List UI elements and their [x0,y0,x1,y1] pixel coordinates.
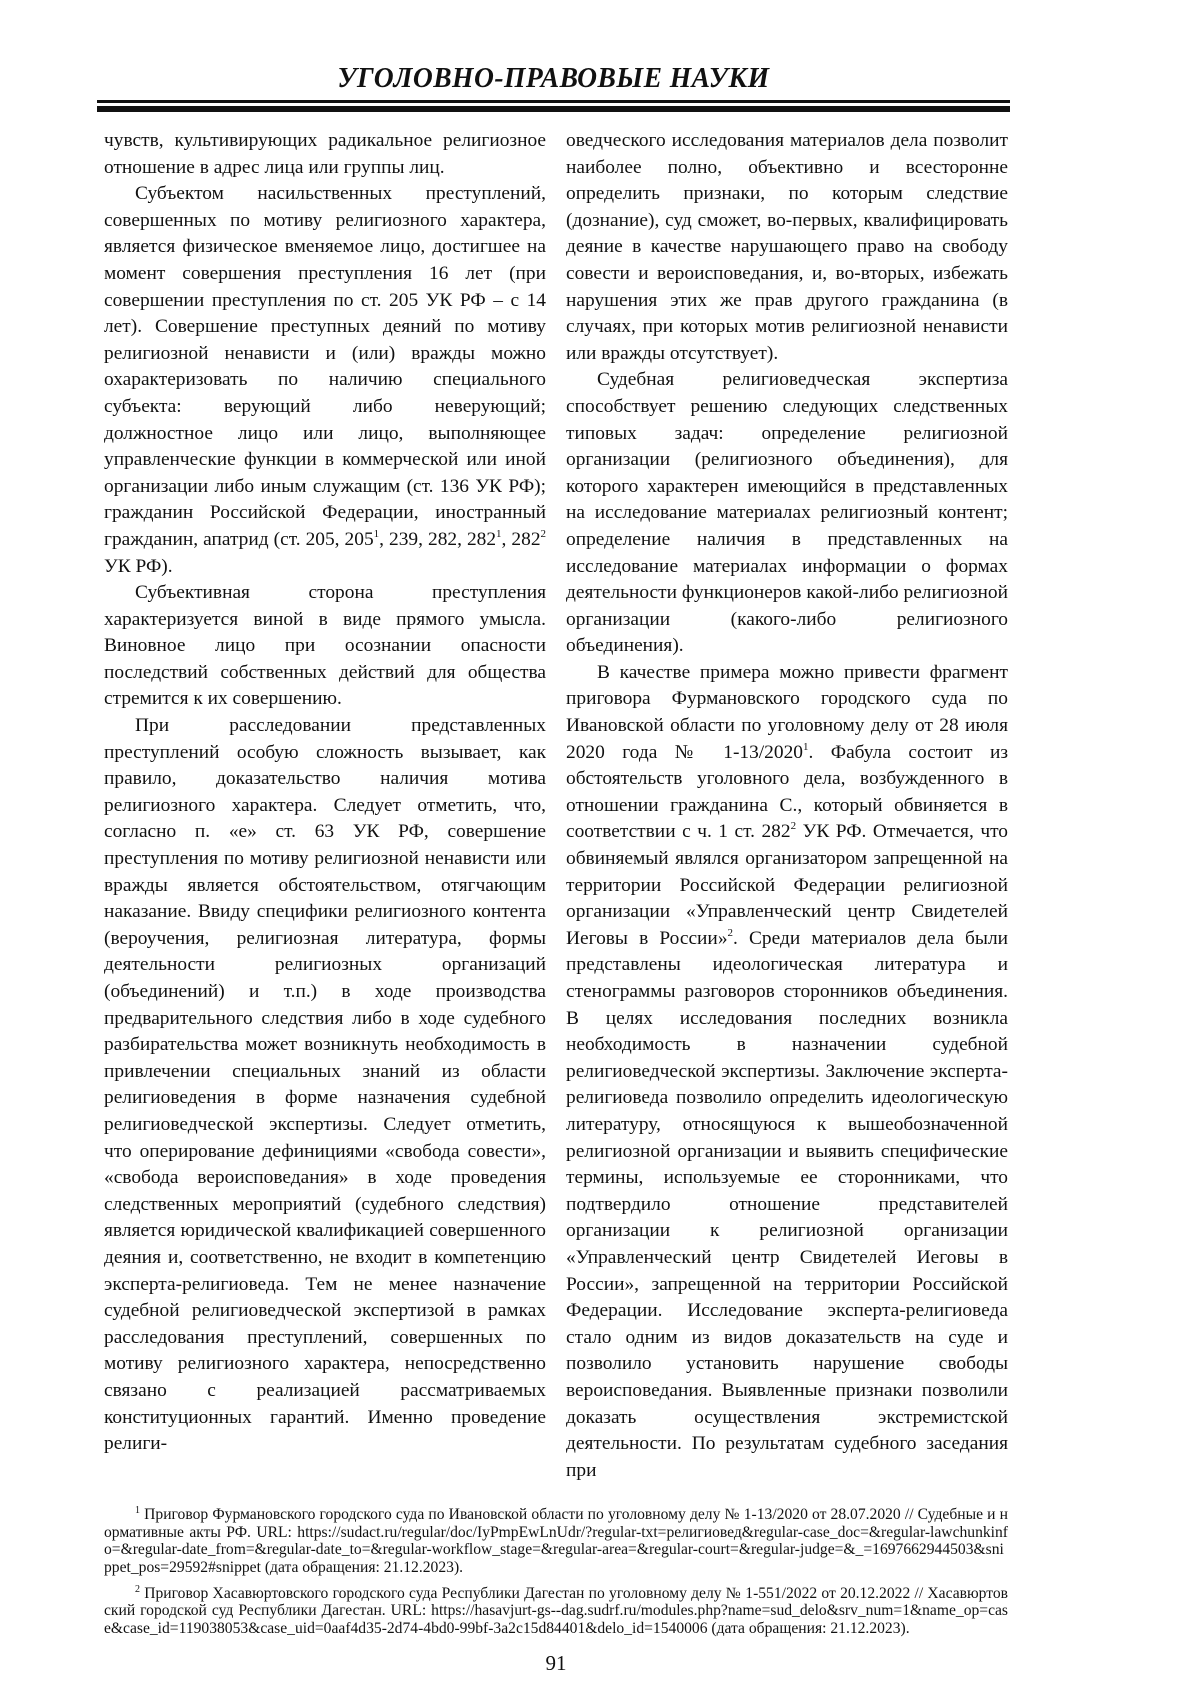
paragraph [104,713,546,1458]
paragraph [566,660,1008,1484]
page-body [104,0,1008,1706]
footnote-reference: 2 [541,528,547,540]
footnote-reference: 1 [374,528,380,540]
footnote-reference: 1 [496,528,502,540]
page-number: 91 [104,1651,1008,1706]
paragraph-text: Судебная религиоведческая экспертиза способствует решению следующих следственных типовых задач: определение религиозной организации (религиозного объединения), для которого характерен имеющийся в представленных на исследование материалах религиозный контент; определение наличия в представленных на исследование материалах информации о формах деятельности функционеров какой-либо религиозной организации (какого-либо религиозного объединения). [566,369,1008,656]
paragraph-text: . Фабула состоит из обстоятельств уголовного дела, возбужденного в отношении гражданина С., который обвиняется в соответствии с ч. 1 ст. 282 [566,742,1008,843]
paragraph-text: оведческого исследования материалов дела позволит наиболее полно, объективно и всесторонне определить признаки, по которым следствие (дознание), суд сможет, во-первых, квалифицировать деяние в качестве нарушающего право на свободу совести и вероисповедания, и, во-вторых, избежать нарушения этих же прав другого гражданина (в случаях, при которых мотив религиозной ненависти или вражды отсутствует). [566,130,1008,364]
paragraph [566,128,1008,367]
paragraph [566,367,1008,660]
footnote-reference: 2 [791,820,797,832]
paragraph-text: чувств, культивирующих радикальное религиозное отношение в адрес лица или группы лиц. [104,130,546,178]
section-title: УГОЛОВНО-ПРАВОВЫЕ НАУКИ [337,62,769,95]
paragraph-text: , 239, 282, 282 [379,529,496,550]
text-columns [104,128,1008,1484]
paragraph [104,128,546,181]
paragraph-text: При расследовании представленных преступлений особую сложность вызывает, как правило, доказательство наличия мотива религиозного характера. Следует отметить, что, согласно п. «е» ст. 63 УК РФ, совершение преступления по мотиву религиозной ненависти или вражды является обстоятельством, отягчающим наказание. Ввиду специфики религиозного контента (вероучения, религиозная литература, формы деятельности религиозных организаций (объединений) и т.п.) в ходе производства предварительного следствия либо в ходе судебного разбирательства может возникнуть необходимость в привлечении специальных знаний из области религиоведения в форме назначения судебной религиоведческой экспертизы. Следует отметить, что оперирование дефинициями «свобода совести», «свобода вероисповедания» в ходе проведения следственных мероприятий (судебного следствия) является юридической квалификацией совершенного деяния и, соответственно, не входит в компетенцию эксперта-религиоведа. Тем не менее назначение судебной религиоведческой экспертизой в рамках расследования преступлений, совершенных по мотиву религиозного характера, непосредственно связано с реализацией рассматриваемых конституционных гарантий. Именно проведение религи- [104,715,546,1454]
footnote-mark: 1 [135,1505,140,1516]
footnote-mark: 2 [135,1584,140,1595]
footnote-text: Приговор Фурмановского городского суда по Ивановской области по уголовному делу № 1-13/2020 от 28.07.2020 // Судебные и нормативные акты РФ. URL: https://sudact.ru/regular/doc/IyPmpEwLnUdr/?regular-txt=религиовед&regular-case_doc=&regular-lawchunkinfo=&regular-date_from=&regular-date_to=&regular-workflow_stage=&regular-area=&regular-court=&regular-judge=&_=1697662944503&snippet_pos=29592#snippet (дата обращения: 21.12.2023). [104,1506,1008,1576]
text-column-right [566,128,1008,1484]
paragraph-text: , 282 [502,529,541,550]
paragraph-text: . Среди материалов дела были представлены идеологическая литература и стенограммы разговоров сторонников объединения. В целях исследования последних возникла необходимость в назначении судебной религиоведческой экспертизы. Заключение эксперта-религиоведа позволило определить идеологическую литературу, относящуюся к вышеобозначенной религиозной организации и выявить специфические термины, используемые ее сторонниками, что подтвердило отношение представителей организации к религиозной организации «Управленческий центр Свидетелей Иеговы в России», запрещенной на территории Российской Федерации. Исследование эксперта-религиоведа стало одним из видов доказательств на суде и позволило установить нарушение свободы вероисповедания. Выявленные признаки позволили доказать осуществления экстремистской деятельности. По результатам судебного заседания при [566,928,1008,1481]
footnotes [104,1506,1008,1637]
footnote-2 [104,1585,1008,1638]
paragraph-text: Субъектом насильственных преступлений, совершенных по мотиву религиозного характера, является физическое вменяемое лицо, достигшее на момент совершения преступления 16 лет (при совершении преступления по ст. 205 УК РФ – с 14 лет). Совершение преступных деяний по мотиву религиозной ненависти и (или) вражды можно охарактеризовать по наличию специального субъекта: верующий либо неверующий; должностное лицо или лицо, выполняющее управленческие функции в коммерческой или иной организации либо иным служащим (ст. 136 УК РФ); гражданин Российской Федерации, иностранный гражданин, апатрид (ст. 205, 205 [104,183,546,550]
paragraph [104,580,546,713]
paragraph-text: УК РФ). [104,556,173,577]
paragraph-text: Субъективная сторона преступления характеризуется виной в виде прямого умысла. Виновное лицо при осознании опасности последствий собственных действий для общества стремится к их совершению. [104,582,546,709]
text-column-left [104,128,546,1458]
footnote-reference: 2 [728,927,734,939]
footnote-1 [104,1506,1008,1576]
paragraph-text: УК РФ. Отмечается, что обвиняемый являлся организатором запрещенной на территории Российской Федерации религиозной организации «Управленческий центр Свидетелей Иеговы в России» [566,821,1008,948]
footnote-reference: 1 [803,741,809,753]
paragraph-text: В качестве примера можно привести фрагмент приговора Фурмановского городского суда по Ивановской области по уголовному делу от 28 июля 2020 года № 1-13/2020 [566,662,1008,763]
footnote-text: Приговор Хасавюртовского городского суда Республики Дагестан по уголовному делу № 1-551/2022 от 20.12.2022 // Хасавюртовский городской суд Республики Дагестан. URL: https://hasavjurt-gs--dag.sudrf.ru/modules.php?name=sud_delo&srv_num=1&name_op=case&case_id=119038053&case_uid=0aaf4d35-2d74-4bd0-99bf-3a2c15d84401&delo_id=1540006 (дата обращения: 21.12.2023). [104,1585,1008,1637]
paragraph [104,181,546,580]
